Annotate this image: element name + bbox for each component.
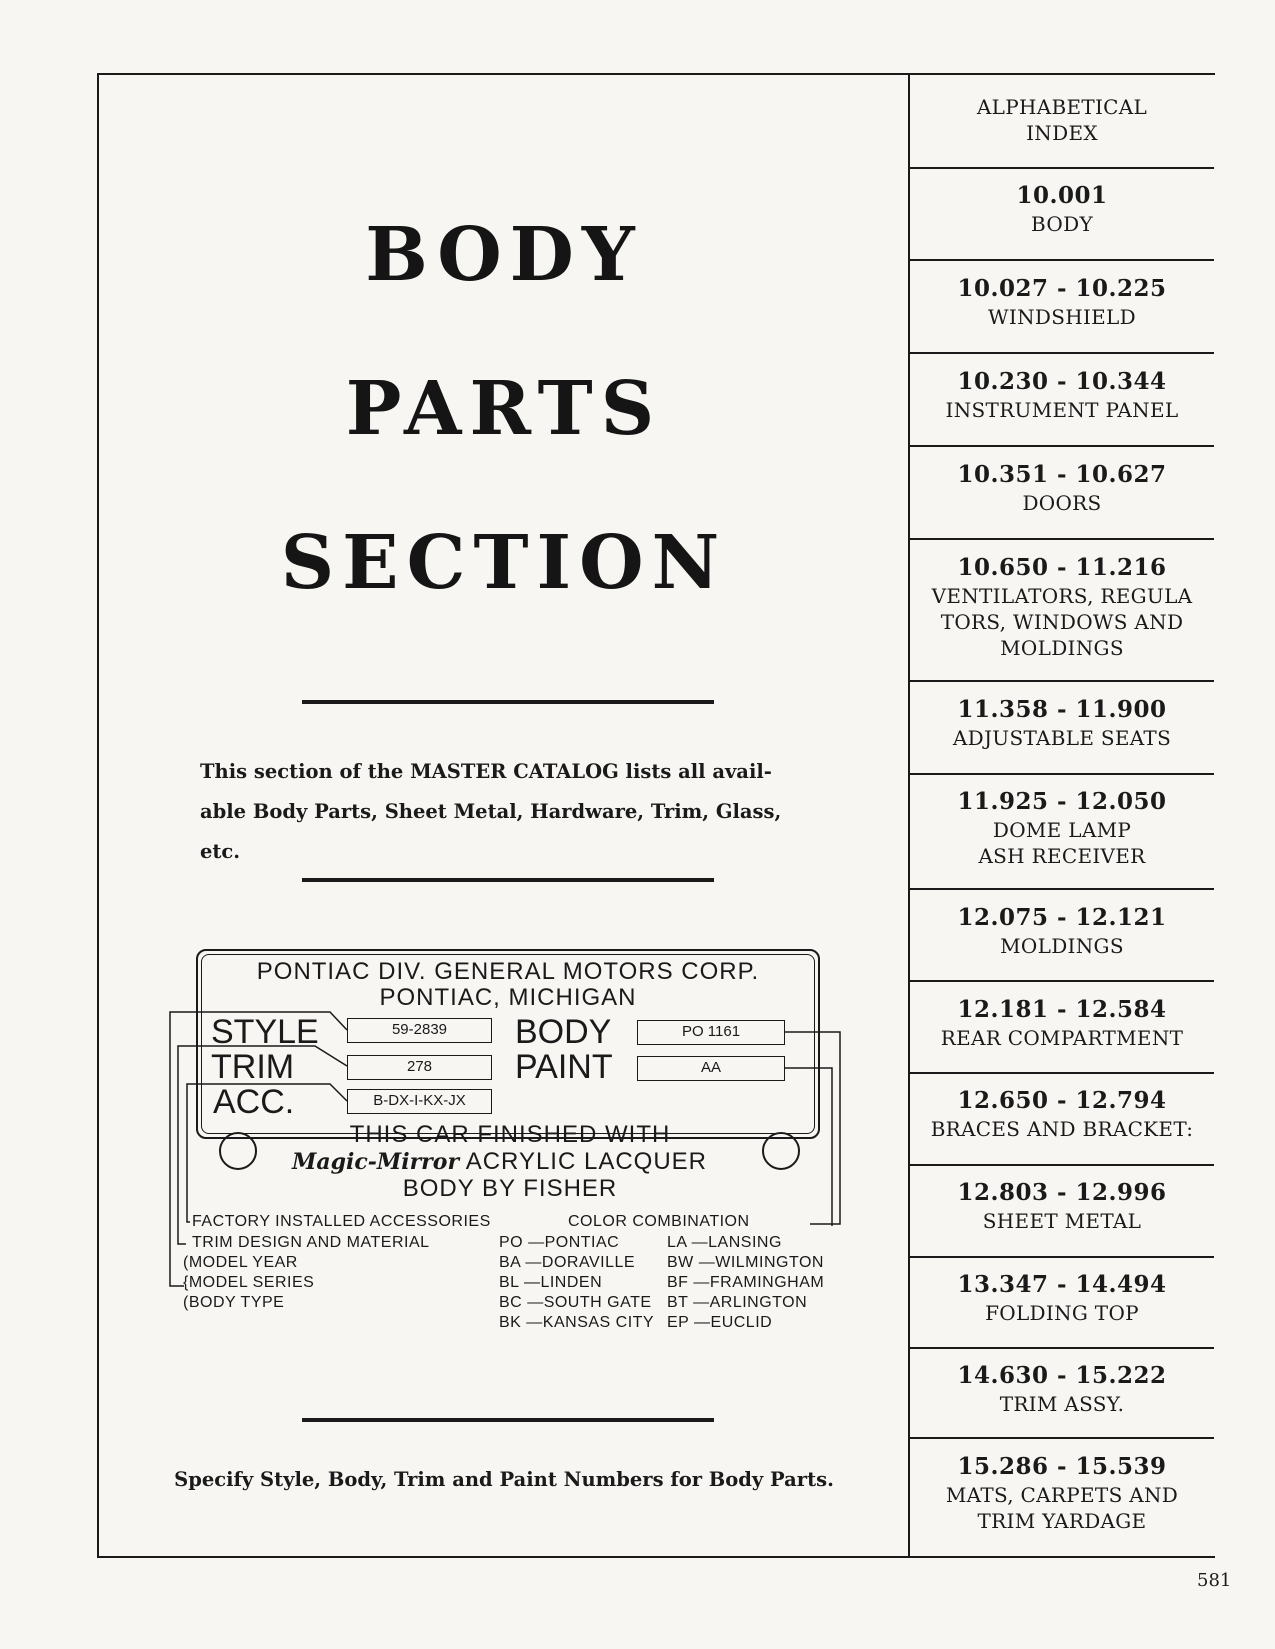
index-entry-label: INSTRUMENT PANEL [945, 398, 1179, 422]
legend-color-combination: COLOR COMBINATION [568, 1213, 750, 1230]
index-entry-number: 12.803 - 12.996 [957, 1179, 1167, 1206]
index-entry-label: FOLDING TOP [985, 1301, 1139, 1325]
plate-paint-label: PAINT [515, 1048, 613, 1086]
index-entry-number: 10.650 - 11.216 [957, 554, 1167, 581]
index-entry[interactable] [910, 1361, 1214, 1417]
plate-paint-value: AA [637, 1056, 785, 1081]
index-entry[interactable] [910, 274, 1214, 330]
index-separator [910, 538, 1214, 540]
index-entry-number: 11.358 - 11.900 [957, 696, 1167, 723]
index-entry-number: 14.630 - 15.222 [957, 1362, 1167, 1389]
plate-header-1: PONTIAC DIV. GENERAL MOTORS CORP. [256, 958, 760, 985]
index-entry-label: VENTILATORS, REGULA [931, 584, 1193, 608]
index-entry-number: 10.027 - 10.225 [957, 275, 1167, 302]
index-entry-label: TORS, WINDOWS AND [940, 610, 1184, 634]
plant-bc: BC —SOUTH GATE [499, 1294, 652, 1311]
index-entry-label: MATS, CARPETS AND [945, 1483, 1179, 1507]
index-entry-label: TRIM ASSY. [999, 1392, 1125, 1416]
index-entry[interactable] [910, 94, 1214, 146]
index-entry[interactable] [910, 1086, 1214, 1142]
index-separator [910, 1072, 1214, 1074]
legend-model-year: (MODEL YEAR [183, 1254, 298, 1271]
index-entry-number: 12.650 - 12.794 [957, 1087, 1167, 1114]
index-entry[interactable] [910, 1178, 1214, 1234]
index-entry[interactable] [910, 1452, 1214, 1534]
index-entry-label: DOORS [1022, 491, 1102, 515]
index-entry[interactable] [910, 903, 1214, 959]
plant-bw: BW —WILMINGTON [667, 1254, 824, 1271]
index-entry-number: 10.351 - 10.627 [957, 461, 1167, 488]
index-separator [910, 1164, 1214, 1166]
description-line-1: This section of the MASTER CATALOG lists all avail- [200, 760, 772, 783]
plate-style-label: STYLE [211, 1013, 319, 1051]
index-entry-label: WINDSHIELD [988, 305, 1136, 329]
title-section: SECTION [280, 520, 728, 606]
index-entry-label: ASH RECEIVER [978, 844, 1146, 868]
page-number: 581 [1197, 1570, 1232, 1591]
index-entry-label: DOME LAMP [992, 818, 1132, 842]
plate-body-label: BODY [515, 1013, 612, 1051]
index-entry-number: 12.181 - 12.584 [957, 996, 1167, 1023]
index-separator [910, 1437, 1214, 1439]
index-separator [910, 1347, 1214, 1349]
plate-finish-line-3: BODY BY FISHER [402, 1175, 618, 1202]
legend-trim-design: TRIM DESIGN AND MATERIAL [192, 1234, 430, 1251]
plate-header-2: PONTIAC, MICHIGAN [379, 984, 637, 1011]
index-entry-label: BRACES AND BRACKET: [930, 1117, 1194, 1141]
specify-note: Specify Style, Body, Trim and Paint Numbers for Body Parts. [174, 1468, 834, 1491]
description-line-2: able Body Parts, Sheet Metal, Hardware, Trim, Glass, etc. [200, 800, 782, 863]
index-entry-label: INDEX [1026, 121, 1098, 145]
plate-trim-label: TRIM [211, 1048, 295, 1086]
index-entry[interactable] [910, 181, 1214, 237]
plate-style-value: 59-2839 [347, 1018, 492, 1043]
index-entry-number: 13.347 - 14.494 [957, 1271, 1167, 1298]
index-entry-number: 10.001 [1016, 182, 1108, 209]
index-entry-label: MOLDINGS [1000, 934, 1124, 958]
plant-ba: BA —DORAVILLE [499, 1254, 636, 1271]
plate-body-value: PO 1161 [637, 1020, 785, 1045]
index-separator [910, 445, 1214, 447]
index-entry[interactable] [910, 367, 1214, 423]
index-entry-number: ALPHABETICAL [976, 95, 1148, 119]
index-separator [910, 352, 1214, 354]
magic-mirror-script: Magic-Mirror [292, 1149, 460, 1175]
index-separator [910, 1256, 1214, 1258]
title-body: BODY [365, 212, 643, 298]
index-entry-number: 15.286 - 15.539 [957, 1453, 1167, 1480]
index-entry-label: SHEET METAL [982, 1209, 1142, 1233]
index-entry-label: BODY [1031, 212, 1093, 236]
legend-factory-accessories: FACTORY INSTALLED ACCESSORIES [192, 1213, 491, 1230]
index-entry-label: TRIM YARDAGE [977, 1509, 1147, 1533]
index-entry[interactable] [910, 787, 1214, 869]
title-parts: PARTS [345, 366, 663, 452]
index-entry-label: ADJUSTABLE SEATS [952, 726, 1172, 750]
index-entry[interactable] [910, 1270, 1214, 1326]
index-entry-label: REAR COMPARTMENT [940, 1026, 1184, 1050]
index-separator [910, 259, 1214, 261]
plant-bf: BF —FRAMINGHAM [667, 1274, 825, 1291]
index-entry[interactable] [910, 553, 1214, 661]
plate-acc-value: B-DX-I-KX-JX [347, 1089, 492, 1114]
index-separator [910, 167, 1214, 169]
index-entry[interactable] [910, 995, 1214, 1051]
plant-ep: EP —EUCLID [667, 1314, 773, 1331]
index-entry-label: MOLDINGS [1000, 636, 1124, 660]
index-separator [910, 680, 1214, 682]
plate-trim-value: 278 [347, 1055, 492, 1080]
index-entry-number: 12.075 - 12.121 [957, 904, 1167, 931]
index-entry-number: 10.230 - 10.344 [957, 368, 1167, 395]
divider-rule [302, 1418, 714, 1422]
legend-model-series: {MODEL SERIES [183, 1274, 315, 1291]
index-separator [910, 773, 1214, 775]
legend-body-type: (BODY TYPE [183, 1294, 285, 1311]
index-entry[interactable] [910, 460, 1214, 516]
plate-finish-rest: ACRYLIC LACQUER [465, 1148, 707, 1175]
plant-bk: BK —KANSAS CITY [499, 1314, 655, 1331]
plant-la: LA —LANSING [667, 1234, 782, 1251]
plate-acc-label: ACC. [213, 1083, 295, 1121]
index-separator [910, 888, 1214, 890]
plate-finish-line-1: THIS CAR FINISHED WITH [349, 1121, 671, 1148]
index-separator [910, 980, 1214, 982]
plant-bl: BL —LINDEN [499, 1274, 603, 1291]
plant-bt: BT —ARLINGTON [667, 1294, 808, 1311]
index-entry-number: 11.925 - 12.050 [957, 788, 1167, 815]
index-entry[interactable] [910, 695, 1214, 751]
plant-po: PO —PONTIAC [499, 1234, 620, 1251]
